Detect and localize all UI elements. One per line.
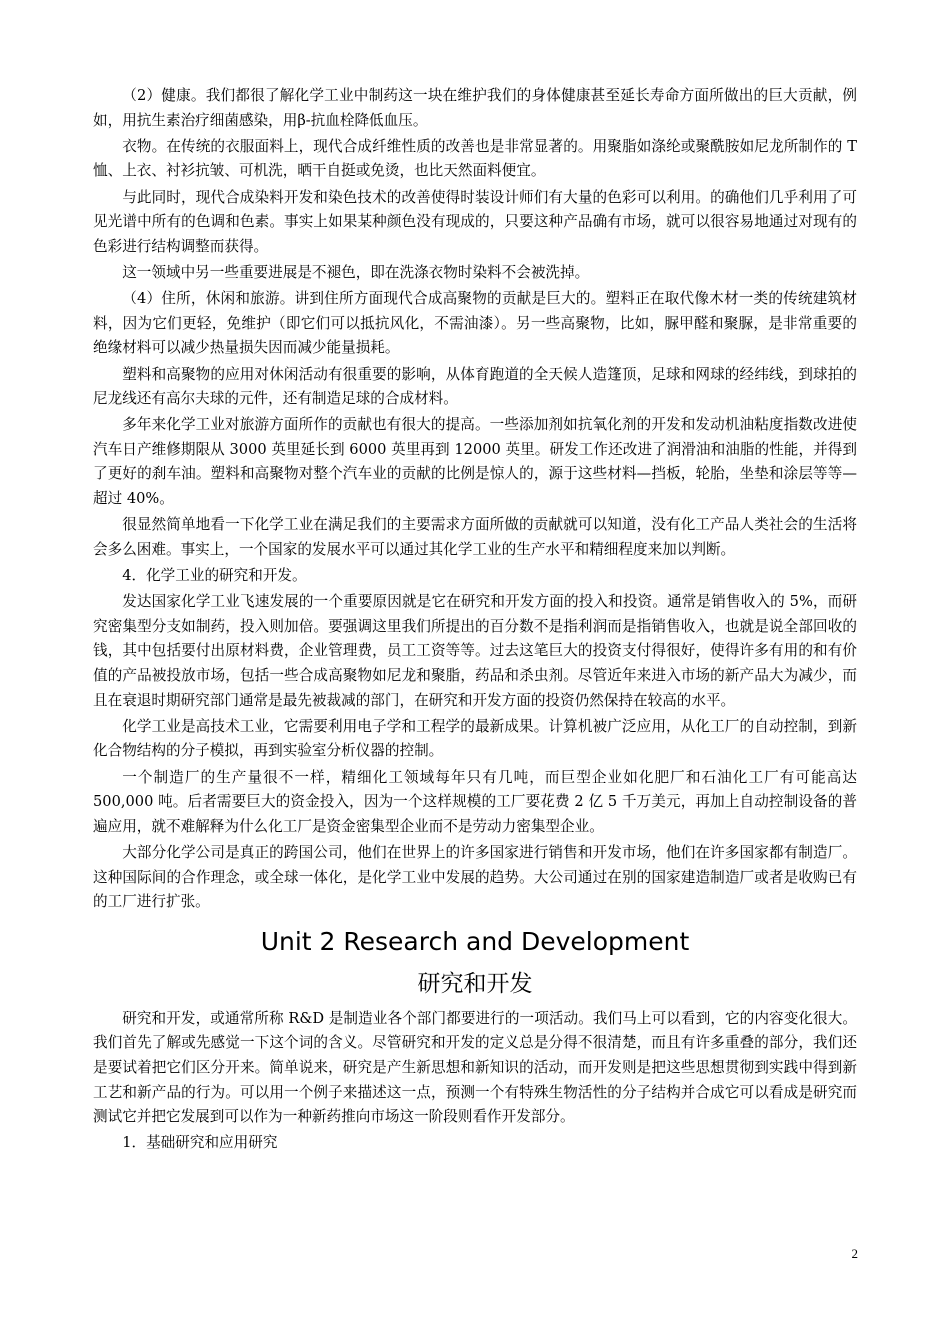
paragraph-capacity: 一个制造厂的生产量很不一样，精细化工领域每年只有几吨，而巨型企业如化肥厂和石油化工厂有可能高达 500,000 吨。后者需要巨大的资金投入，因为一个这样规模的工厂要花费 2 亿 5 千万美元，再加上自动控制设备的普遍应用，就不难解释为什么化工厂是资金密集型企业而不是劳动力密集型企业。 (93, 768, 857, 835)
paragraph-colorfast: 这一领域中另一些重要进展是不褪色，即在洗涤衣物时染料不会被洗掉。 (122, 263, 590, 281)
unit-title: Unit 2 Research and Development (260, 926, 690, 956)
paragraph-rd-intro: 研究和开发，或通常所称 R&D 是制造业各个部门都要进行的一项活动。我们马上可以看到，它的内容变化很大。我们首先了解或先感觉一下这个词的含义。尽管研究和开发的定义总是分得不很清楚，而且有许多重叠的部分，我们还是要试着把它们区分开来。简单说来，研究是产生新思想和新知识的活动，而开发则是把这些思想贯彻到实践中得到新工艺和新产品的行为。可以用一个例子来描述这一点，预测一个有特殊生物活性的分子结构并合成它可以看成是研究而测试它并把它发展到可以作为一种新药推向市场这一阶段则看作开发部分。 (93, 1009, 857, 1126)
paragraph-clothing: 衣物。在传统的衣服面料上，现代合成纤维性质的改善也是非常显著的。用聚脂如涤纶或聚酰胺如尼龙所制作的 T 恤、上衣、衬衫抗皱、可机洗，晒干自挺或免烫，也比天然面料便宜。 (93, 137, 857, 180)
section-heading-basic-research: 1．基础研究和应用研究 (122, 1134, 278, 1152)
section-heading-rd: 4．化学工业的研究和开发。 (122, 567, 307, 585)
paragraph-multinational: 大部分化学公司是真正的跨国公司，他们在世界上的许多国家进行销售和开发市场，他们在许多国家都有制造厂。这种国际间的合作理念，或全球一体化，是化学工业中发展的趋势。大公司通过在别的国家建造制造厂或者是收购已有的工厂进行扩张。 (93, 843, 857, 911)
paragraph-investment: 发达国家化学工业飞速发展的一个重要原因就是它在研究和开发方面的投入和投资。通常是销售收入的 5%，而研究密集型分支如制药，投入则加倍。要强调这里我们所提出的百分数不是指利润而是指销售收入，也就是说全部回收的钱，其中包括要付出原材料费，企业管理费，员工工资等等。过去这笔巨大的投资支付得很好，使得许多有用的和有价值的产品被投放市场，包括一些合成高聚物如尼龙和聚脂，药品和杀虫剂。尽管近年来进入市场的新产品大为减少，而且在衰退时期研究部门通常是最先被裁减的部门，在研究和开发方面的投资仍然保持在较高的水平。 (93, 593, 857, 709)
unit-subtitle: 研究和开发 (417, 970, 533, 997)
page-number: 2 (851, 1246, 858, 1261)
paragraph-health: （2）健康。我们都很了解化学工业中制药这一块在维护我们的身体健康甚至延长寿命方面所做出的巨大贡献，例如，用抗生素治疗细菌感染，用β-抗血栓降低血压。 (93, 87, 857, 129)
paragraph-summary: 很显然简单地看一下化学工业在满足我们的主要需求方面所做的贡献就可以知道，没有化工产品人类社会的生活将会多么困难。事实上，一个国家的发展水平可以通过其化学工业的生产水平和精细程度来加以判断。 (93, 516, 857, 558)
paragraph-housing: （4）住所，休闲和旅游。讲到住所方面现代合成高聚物的贡献是巨大的。塑料正在取代像木材一类的传统建筑材料，因为它们更轻，免维护（即它们可以抵抗风化，不需油漆）。另一些高聚物，比如，脲甲醛和聚脲，是非常重要的绝缘材料可以减少热量损失因而减少能量损耗。 (93, 290, 857, 357)
paragraph-dyes: 与此同时，现代合成染料开发和染色技术的改善使得时装设计师们有大量的色彩可以利用。的确他们几乎利用了可见光谱中所有的色调和色素。事实上如果某种颜色没有现成的，只要这种产品确有市场，就可以很容易地通过对现有的色彩进行结构调整而获得。 (93, 188, 857, 255)
paragraph-hightech: 化学工业是高技术工业，它需要利用电子学和工程学的最新成果。计算机被广泛应用，从化工厂的自动控制，到新化合物结构的分子模拟，再到实验室分析仪器的控制。 (93, 717, 857, 760)
document-body (93, 84, 857, 1157)
paragraph-leisure: 塑料和高聚物的应用对休闲活动有很重要的影响，从体育跑道的全天候人造篷顶，足球和网球的经纬线，到球拍的尼龙线还有高尔夫球的元件，还有制造足球的合成材料。 (93, 365, 857, 408)
paragraph-travel: 多年来化学工业对旅游方面所作的贡献也有很大的提高。一些添加剂如抗氧化剂的开发和发动机油粘度指数改进使汽车日产维修期限从 3000 英里延长到 6000 英里再到 12000 英里。研发工作还改进了润滑油和油脂的性能，并得到了更好的刹车油。塑料和高聚物对整个汽车业的贡献的比例是惊人的，源于这些材料—挡板，轮胎，坐垫和涂层等等—超过 40%。 (93, 416, 857, 508)
